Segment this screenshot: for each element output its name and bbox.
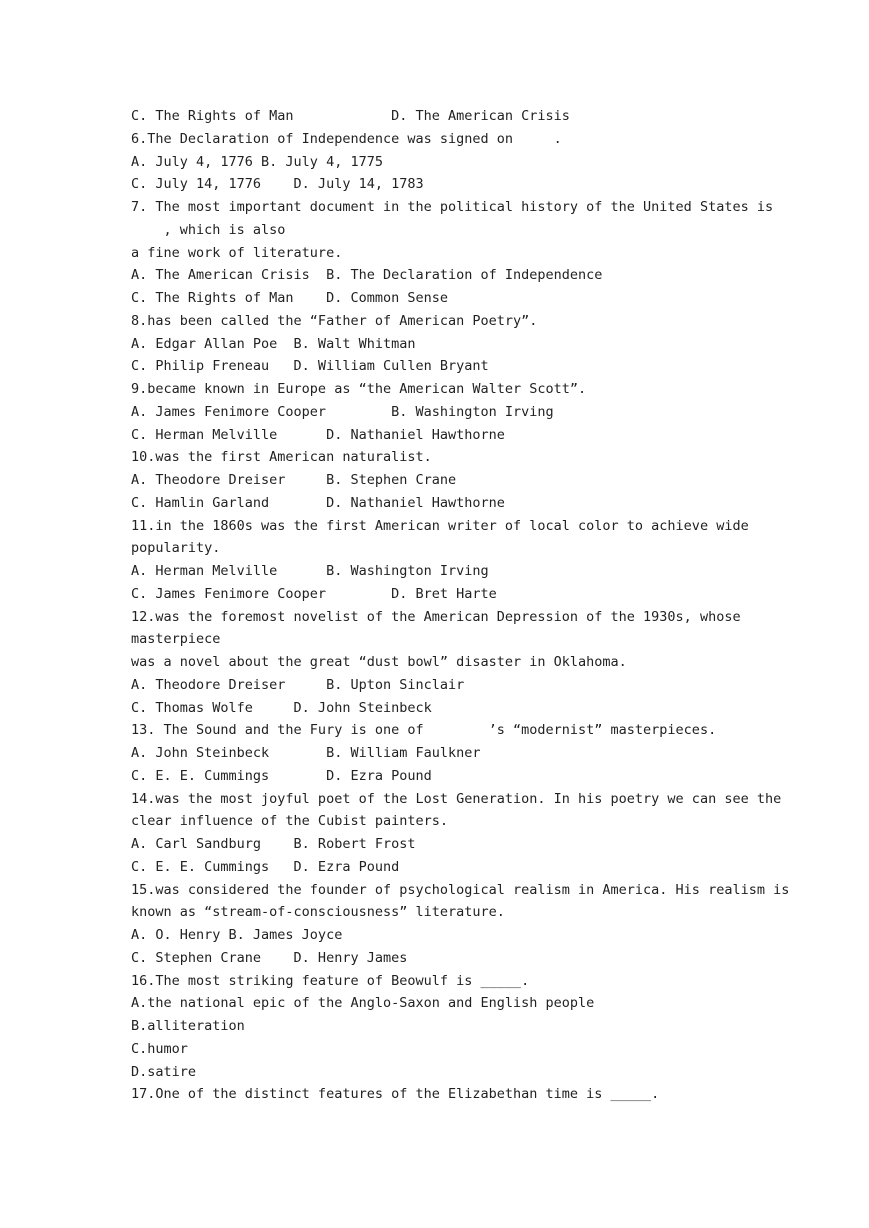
text-line: A. The American Crisis B. The Declaration of Independence [131, 267, 603, 284]
text-line: A. Edgar Allan Poe B. Walt Whitman [131, 335, 416, 352]
text-line: 10.was the first American naturalist. [131, 449, 432, 466]
text-line: clear influence of the Cubist painters. [131, 813, 448, 830]
text-line: 13. The Sound and the Fury is one of ’s “modernist” masterpieces. [131, 722, 717, 739]
text-line: 14.was the most joyful poet of the Lost Generation. In his poetry we can see the [131, 790, 782, 807]
text-line: C. The Rights of Man D. Common Sense [131, 290, 448, 306]
text-line: 15.was considered the founder of psychological realism in America. His realism is [131, 881, 790, 898]
text-line: A. Carl Sandburg B. Robert Frost [131, 836, 416, 852]
text-line: C.humor [131, 1040, 188, 1057]
text-line: 9.became known in Europe as “the American Walter Scott”. [131, 381, 587, 397]
text-line: 11.in the 1860s was the first American writer of local color to achieve wide [131, 517, 749, 534]
text-line: A. James Fenimore Cooper B. Washington Irving [131, 403, 554, 420]
text-line: 6.The Declaration of Independence was signed on . [131, 130, 562, 147]
text-line: C. July 14, 1776 D. July 14, 1783 [131, 176, 424, 193]
text-line: 8.has been called the “Father of American Poetry”. [131, 312, 538, 329]
text-line: masterpiece [131, 631, 221, 648]
text-line: C. E. E. Cummings D. Ezra Pound [131, 858, 400, 875]
text-line: , which is also [131, 221, 286, 238]
text-line: A. Herman Melville B. Washington Irving [131, 563, 489, 579]
text-line: 7. The most important document in the political history of the United States is [131, 199, 774, 215]
text-line: C. Thomas Wolfe D. John Steinbeck [131, 699, 432, 716]
text-line: 12.was the foremost novelist of the American Depression of the 1930s, whose [131, 608, 741, 625]
text-line: C. Philip Freneau D. William Cullen Bryant [131, 358, 489, 375]
text-line: D.satire [131, 1063, 197, 1080]
text-line: A. John Steinbeck B. William Faulkner [131, 745, 481, 761]
text-line: was a novel about the great “dust bowl” disaster in Oklahoma. [131, 654, 627, 670]
text-line: B.alliteration [131, 1018, 245, 1034]
text-line: C. Herman Melville D. Nathaniel Hawthorne [131, 426, 505, 443]
text-line: C. The Rights of Man D. The American Crisis [131, 108, 570, 124]
text-line: A. O. Henry B. James Joyce [131, 927, 343, 943]
question-text [131, 105, 790, 1106]
text-line: C. Stephen Crane D. Henry James [131, 949, 408, 966]
text-line: 17.One of the distinct features of the Elizabethan time is _____. [131, 1086, 660, 1103]
text-line: a fine work of literature. [131, 244, 343, 261]
text-line: A. July 4, 1776 B. July 4, 1775 [131, 153, 383, 170]
text-line: C. James Fenimore Cooper D. Bret Harte [131, 585, 497, 602]
text-line: A. Theodore Dreiser B. Stephen Crane [131, 472, 457, 488]
text-line: A. Theodore Dreiser B. Upton Sinclair [131, 676, 465, 693]
text-line: C. Hamlin Garland D. Nathaniel Hawthorne [131, 494, 505, 511]
text-line: popularity. [131, 540, 221, 557]
text-line: A.the national epic of the Anglo-Saxon and English people [131, 995, 595, 1012]
text-line: known as “stream-of-consciousness” literature. [131, 904, 505, 921]
text-line: 16.The most striking feature of Beowulf is _____. [131, 972, 530, 989]
text-line: C. E. E. Cummings D. Ezra Pound [131, 767, 432, 784]
